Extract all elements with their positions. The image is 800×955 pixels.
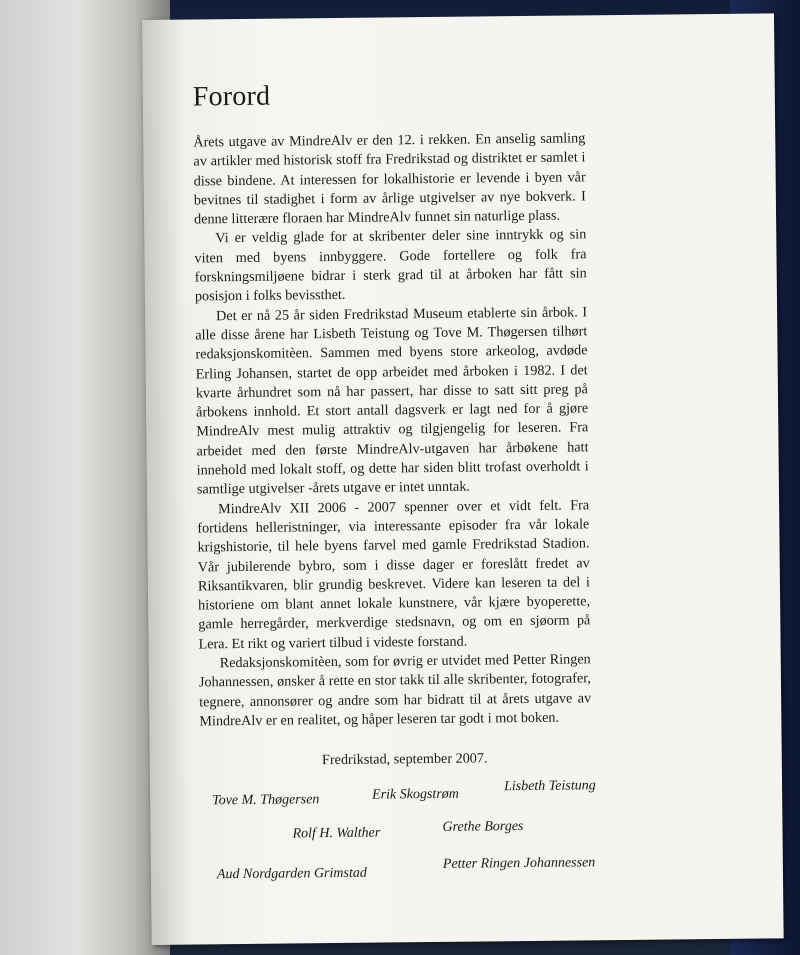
paragraph-3: Det er nå 25 år siden Fredrikstad Museum etablerte sin årbok. I alle disse årene har Lisbeth Teistung og Tove M. Thøgersen tilhørt redaksjonskomitèen. Sammen med byens store arkeolog, avdøde Erling Johansen, startet de opp arbeidet med årboken i 1982. I det kvarte århundret som nå har passert, har disse to satt sitt preg på årbokens innhold. Et stort antall dagsverk er lagt ned for å gjøre MindreAlv mest mulig attraktiv og tilgjengelig for leseren. Fra arbeidet med den første MindreAlv-utgaven har årbøkene hatt innehold med lokalt stoff, og dette har siden blitt trofast overholdt i samtlige utgivelser -årets utgave er intet unntak. [195, 304, 589, 498]
signature-grethe: Grethe Borges [442, 819, 524, 835]
paragraph-5: Redaksjonskomitèen, som for øvrig er utvidet med Petter Ringen Johannessen, ønsker å rette en stor takk til alle skribenter, fotografer, tegnere, annonsører og andre som har bidratt til at årets utgave av MindreAlv er en realitet, og håper leseren tar godt i mot boken. [198, 651, 592, 730]
book-page [142, 13, 784, 945]
paragraph-1: Årets utgave av MindreAlv er den 12. i rekken. En anselig samling av artikler med historisk stoff fra Fredrikstad og distriktet er samlet i disse bindene. At interessen for lokalhistorie er levende i byen vår bevitnes til stadighet i form av årlige utgivelser av nye bokverk. I denne litterære floraen har MindreAlv funnet sin naturlige plass. [193, 130, 586, 228]
page-title: Forord [192, 80, 271, 113]
place-date: Fredrikstad, september 2007. [321, 750, 488, 769]
page-content [193, 77, 592, 770]
signature-erik: Erik Skogstrøm [372, 786, 459, 803]
signature-aud: Aud Nordgarden Grimstad [216, 865, 367, 883]
signature-rolf: Rolf H. Walther [292, 825, 381, 842]
signature-petter: Petter Ringen Johannessen [442, 855, 596, 872]
signature-lisbeth: Lisbeth Teistung [503, 778, 596, 795]
paragraph-4: MindreAlv XII 2006 - 2007 spenner over et vidt felt. Fra fortidens helleristninger, via interessante episoder fra vår lokale krigshistorie, til hele byens farvel med gamle Fredrikstad Stadion. Vår jubilerende bybro, som i disse dager er foreslått fredet av Riksantikvaren, blir grundig beskrevet. Videre kan leseren ta del i historiene om blant annet lokale kunstnere, vår kjære byoperette, gamle herregårder, merkverdige stedsnavn, og om en sjøorm på Lera. Et rikt og variert tilbud i videste forstand. [197, 496, 591, 653]
signature-tove: Tove M. Thøgersen [212, 792, 320, 809]
paragraph-2: Vi er veldig glade for at skribenter deler sine inntrykk og sin viten med byens innbyggere. Gode fortellere og folk fra forskningsmiljøene bidrar i sterk grad til at årboken har fått sin posisjon i folks bevissthet. [194, 226, 587, 305]
